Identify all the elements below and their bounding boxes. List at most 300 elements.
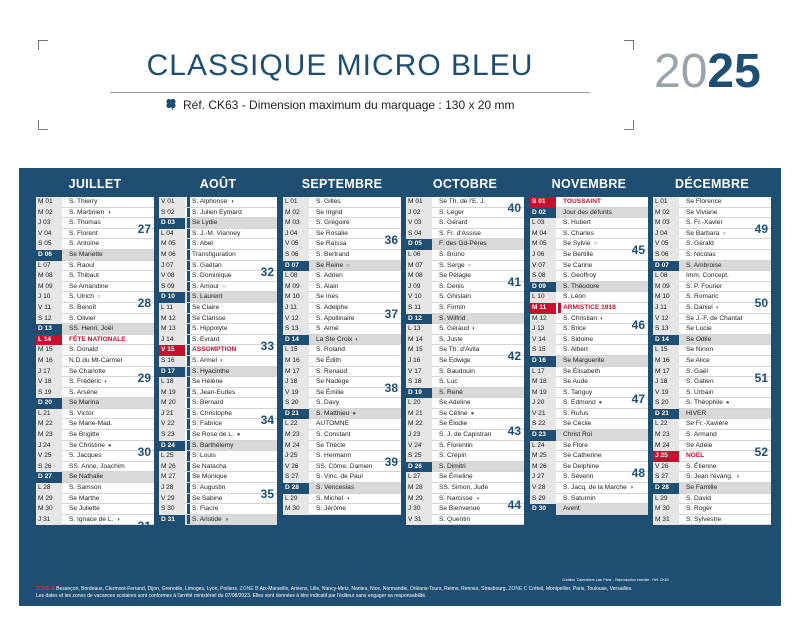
day-date: M 12 — [530, 314, 556, 325]
saint-text: S. Thierry — [69, 198, 98, 205]
saint-name — [439, 504, 480, 515]
day-date: D 10 — [159, 292, 185, 303]
saint-name — [316, 409, 356, 420]
saint-name — [686, 345, 713, 356]
crop-mark-top-right — [624, 40, 634, 50]
saint-name — [316, 345, 345, 356]
saint-text: Se Edwige — [439, 356, 471, 364]
saint-name — [69, 208, 111, 219]
day-date: L 18 — [159, 377, 185, 388]
saint-name — [563, 451, 602, 462]
day-date: L 08 — [283, 271, 309, 282]
month-name: OCTOBRE — [432, 177, 498, 191]
day-list — [530, 197, 648, 515]
saint-text: S. Géraud — [439, 325, 470, 333]
day-row — [653, 271, 771, 282]
day-row — [159, 472, 277, 483]
saint-name — [316, 208, 342, 219]
day-row — [36, 271, 154, 282]
school-holiday-marker — [187, 218, 190, 228]
day-date: M 29 — [406, 494, 432, 505]
day-date: D 16 — [530, 356, 556, 367]
saint-name — [69, 419, 112, 430]
day-row — [406, 271, 524, 282]
crop-mark-top-left — [38, 40, 48, 50]
saint-text: Imm. Concept. — [686, 272, 729, 280]
day-row — [530, 261, 648, 272]
saint-text: Se Florence — [686, 198, 722, 205]
saint-text: Se Christine — [69, 441, 105, 449]
day-row — [530, 303, 648, 314]
saint-name — [439, 229, 481, 240]
saint-name — [563, 398, 602, 409]
saint-name — [439, 388, 463, 399]
saint-name — [563, 356, 604, 367]
month-name: JUILLET — [68, 177, 122, 191]
saint-name — [69, 367, 106, 378]
day-date: J 27 — [530, 472, 556, 483]
saint-text: S. Fiacre — [192, 505, 219, 513]
day-row — [406, 504, 524, 515]
day-row — [653, 472, 771, 483]
day-date: L 10 — [530, 292, 556, 303]
day-date: L 25 — [159, 451, 185, 462]
saint-name — [686, 451, 704, 462]
day-date: J 20 — [530, 398, 556, 409]
crop-mark-bottom-right — [624, 120, 634, 130]
saint-name — [686, 218, 723, 229]
day-date: S 27 — [283, 472, 309, 483]
saint-name — [686, 504, 712, 515]
saint-text: S. Abel — [192, 240, 213, 248]
school-holiday-marker — [187, 239, 190, 249]
saint-text: Se Reine — [316, 261, 344, 269]
day-date: V 26 — [653, 462, 679, 473]
day-row — [159, 419, 277, 430]
day-row — [653, 409, 771, 420]
saint-text: Se Ingrid — [316, 208, 343, 216]
day-date: V 21 — [530, 409, 556, 420]
saint-name — [316, 239, 346, 250]
saint-name — [439, 409, 474, 420]
day-date: V 12 — [653, 314, 679, 325]
day-date: D 14 — [283, 335, 309, 346]
day-row — [653, 462, 771, 473]
day-date: L 01 — [283, 197, 309, 208]
saint-text: S. Firmin — [439, 303, 466, 311]
day-row — [283, 367, 401, 378]
day-list — [159, 197, 277, 525]
saint-name — [439, 356, 471, 367]
day-date: M 24 — [653, 441, 679, 452]
week-number: 31 — [137, 519, 151, 533]
month-2 — [283, 168, 401, 515]
saint-name — [192, 472, 227, 483]
saint-name — [563, 377, 588, 388]
saint-name — [316, 250, 349, 261]
day-row — [283, 388, 401, 399]
week-number: 49 — [754, 222, 768, 237]
day-date: S 25 — [406, 451, 432, 462]
day-date: M 28 — [406, 483, 432, 494]
day-row — [406, 462, 524, 473]
day-date: V 05 — [653, 239, 679, 250]
saint-text: S. Alphonse — [192, 198, 228, 205]
saint-text: S. Apollinaire — [316, 314, 355, 322]
day-date: M 02 — [653, 208, 679, 219]
day-date: M 05 — [159, 239, 185, 250]
saint-name — [686, 398, 730, 409]
saint-name — [686, 229, 726, 240]
day-date: V 07 — [530, 261, 556, 272]
day-date: D 05 — [406, 239, 432, 250]
saint-text: S. Adrien — [316, 272, 343, 280]
saint-text: S. Davy — [316, 399, 340, 407]
school-holiday-marker — [187, 515, 190, 525]
saint-name — [686, 197, 722, 208]
saint-text: S. Fr.-Xavier — [686, 219, 723, 227]
saint-name — [69, 271, 99, 282]
saint-name — [192, 239, 213, 250]
saint-text: Se Émeline — [439, 473, 473, 481]
saint-text: S. Donald — [69, 346, 98, 354]
saint-text: S. Roger — [686, 505, 713, 513]
school-holiday-marker — [187, 345, 190, 355]
saint-text: Se Amandine — [69, 282, 109, 290]
saint-text: S. J. de Capistran — [439, 431, 492, 439]
day-row — [159, 250, 277, 261]
day-row — [36, 504, 154, 515]
day-row — [406, 218, 524, 229]
day-row — [530, 451, 648, 462]
day-date: M 16 — [36, 356, 62, 367]
saint-text: AUTOMNE — [316, 420, 349, 428]
day-date: M 27 — [159, 472, 185, 483]
saint-name — [316, 335, 359, 346]
school-holiday-marker — [187, 504, 190, 514]
day-date: J 30 — [406, 504, 432, 515]
saint-name — [563, 419, 591, 430]
saint-text: S. Adelphe — [316, 303, 348, 311]
day-date: S 18 — [406, 377, 432, 388]
saint-name — [316, 504, 346, 515]
day-row — [653, 314, 771, 325]
saint-name — [563, 409, 588, 420]
saint-text: Se Inès — [316, 293, 339, 301]
day-date: S 29 — [530, 494, 556, 505]
day-row — [36, 282, 154, 293]
day-date: M 09 — [36, 282, 62, 293]
day-date: M 14 — [406, 335, 432, 346]
day-date: S 06 — [283, 250, 309, 261]
day-row — [36, 367, 154, 378]
day-row — [36, 197, 154, 208]
saint-text: Se Sylvie — [563, 240, 591, 248]
day-row — [283, 282, 401, 293]
day-date: M 19 — [530, 388, 556, 399]
day-date: D 19 — [406, 388, 432, 399]
day-row — [36, 335, 154, 346]
saint-name — [192, 197, 234, 208]
school-holiday-marker — [187, 282, 190, 292]
day-date: V 04 — [36, 229, 62, 240]
day-row — [653, 504, 771, 515]
saint-name — [192, 250, 236, 261]
day-row — [530, 239, 648, 250]
saint-name — [439, 419, 467, 430]
day-row — [653, 430, 771, 441]
day-row — [159, 494, 277, 505]
day-row — [406, 472, 524, 483]
saint-name — [69, 494, 99, 505]
week-number: 32 — [260, 264, 274, 279]
saint-name — [686, 388, 714, 399]
saint-name — [192, 441, 233, 452]
saint-text: S. Quentin — [439, 515, 471, 523]
school-holiday-marker — [187, 441, 190, 451]
saint-name — [69, 356, 122, 367]
saint-name — [69, 462, 125, 473]
day-row — [530, 494, 648, 505]
saint-name — [192, 303, 219, 314]
saint-text: S. René — [439, 388, 463, 396]
day-row — [530, 367, 648, 378]
saint-text: Se Fr.-Xavière — [686, 420, 729, 428]
day-row — [159, 239, 277, 250]
saint-name — [686, 515, 721, 526]
moon-phase-icon: ● — [725, 400, 730, 407]
school-holiday-marker — [187, 261, 190, 271]
saint-name — [563, 472, 593, 483]
day-list — [406, 197, 524, 525]
saint-text: Se J.-F. de Chantal — [686, 314, 743, 322]
saint-name — [686, 282, 722, 293]
moon-phase-icon: ○ — [467, 262, 472, 269]
saint-text: SS. Henri, Joël — [69, 325, 113, 333]
saint-text: S. Charles — [563, 229, 594, 237]
day-date: S 19 — [36, 388, 62, 399]
day-row — [36, 229, 154, 240]
saint-name — [192, 419, 222, 430]
saint-text: S. Gatien — [686, 378, 714, 386]
day-row — [283, 483, 401, 494]
saint-name — [316, 419, 349, 430]
saint-text: S. Jacques — [69, 452, 102, 460]
saint-name — [439, 324, 476, 335]
week-number: 45 — [631, 243, 645, 258]
saint-text: S. P. Fourier — [686, 282, 723, 290]
saint-name — [563, 218, 591, 229]
saint-name — [316, 430, 350, 441]
saint-name — [192, 504, 218, 515]
saint-text: S. Thomas — [69, 219, 101, 227]
saint-text: S. Evrard — [192, 335, 220, 343]
day-row — [406, 208, 524, 219]
saint-text: Se Élodie — [439, 420, 468, 428]
day-row — [653, 367, 771, 378]
day-date: V 31 — [406, 515, 432, 526]
saint-name — [563, 441, 588, 452]
day-date: V 11 — [36, 303, 62, 314]
school-holiday-marker — [187, 303, 190, 313]
saint-name — [316, 451, 351, 462]
saint-name — [316, 398, 339, 409]
saint-name — [439, 345, 479, 356]
saint-text: SS. Simon, Jude — [439, 484, 489, 492]
saint-text: S. Jérôme — [316, 505, 347, 513]
saint-text: Se Alice — [686, 356, 710, 364]
day-row — [36, 292, 154, 303]
school-holiday-marker — [187, 197, 190, 207]
saint-name — [192, 356, 224, 367]
saint-name — [686, 472, 739, 483]
day-row — [159, 314, 277, 325]
school-holiday-marker — [187, 472, 190, 482]
saint-name — [69, 409, 94, 420]
saint-text: S. Martinien — [69, 208, 105, 216]
saint-name — [192, 483, 225, 494]
saint-name — [686, 239, 714, 250]
day-date: M 10 — [653, 292, 679, 303]
saint-name — [69, 292, 101, 303]
saint-text: S. Grégoire — [316, 219, 350, 227]
day-date: M 25 — [530, 451, 556, 462]
saint-text: Se Nadège — [316, 378, 349, 386]
day-date: M 03 — [653, 218, 679, 229]
saint-text: S. Gaël — [686, 367, 708, 375]
saint-text: S. Victor — [69, 409, 94, 417]
day-row — [406, 250, 524, 261]
day-date: M 21 — [406, 409, 432, 420]
saint-name — [69, 451, 102, 462]
saint-name — [316, 441, 346, 452]
moon-phase-icon: ○ — [222, 283, 226, 290]
day-date: V 05 — [283, 239, 309, 250]
day-row — [406, 197, 524, 208]
moon-phase-icon: ◑ — [735, 474, 740, 481]
day-date: M 15 — [36, 345, 62, 356]
saint-name — [316, 494, 350, 505]
day-date: J 21 — [159, 409, 185, 420]
school-holiday-marker — [187, 409, 190, 419]
saint-text: S. Christophe — [192, 409, 232, 417]
saint-name — [69, 504, 100, 515]
school-holiday-marker — [187, 367, 190, 377]
saint-text: S. Ignace de L. — [69, 515, 114, 523]
saint-text: La Ste Croix — [316, 335, 353, 343]
moon-phase-icon: ● — [107, 442, 112, 449]
saint-name — [316, 388, 344, 399]
zone-b-label: ZONE B — [239, 586, 259, 592]
day-row — [159, 208, 277, 219]
saint-text: Se Brigitte — [69, 431, 100, 439]
saint-name — [316, 367, 347, 378]
day-row — [653, 515, 771, 526]
day-date: S 20 — [653, 398, 679, 409]
day-row — [530, 388, 648, 399]
saint-name — [316, 282, 338, 293]
day-date: V 25 — [36, 451, 62, 462]
saint-name — [686, 314, 742, 325]
saint-name — [316, 314, 355, 325]
day-row — [653, 335, 771, 346]
day-date: J 25 — [283, 451, 309, 462]
day-date: M 09 — [653, 282, 679, 293]
saint-name — [439, 398, 471, 409]
saint-text: S. Léger — [439, 208, 464, 216]
saint-text: S. Tanguy — [563, 388, 593, 396]
day-row — [406, 388, 524, 399]
day-date: M 18 — [530, 377, 556, 388]
saint-name — [69, 324, 113, 335]
saint-text: S. Dimitri — [439, 462, 466, 470]
saint-name — [563, 504, 580, 515]
moon-phase-icon: ○ — [96, 294, 101, 301]
saint-name — [563, 197, 601, 208]
day-date: V 15 — [159, 345, 185, 356]
saint-text: Se Lucie — [686, 325, 712, 333]
saint-text: Se Delphine — [563, 462, 599, 470]
saint-name — [69, 218, 101, 229]
day-row — [653, 239, 771, 250]
day-date: J 04 — [283, 229, 309, 240]
saint-text: Se Juliette — [69, 505, 100, 513]
day-row — [653, 324, 771, 335]
saint-text: F. des Gd-Pères — [439, 240, 487, 248]
reference-text: Réf. CK63 - Dimension maximum du marquage : 130 x 20 mm — [183, 98, 515, 112]
week-number: 42 — [507, 349, 521, 364]
saint-name — [192, 377, 223, 388]
day-row — [36, 208, 154, 219]
saint-text: NOËL — [686, 452, 705, 460]
day-row — [36, 441, 154, 452]
saint-name — [439, 462, 466, 473]
day-row — [406, 483, 524, 494]
saint-text: S. Benoît — [69, 303, 97, 311]
saint-text: S. Geoffroy — [563, 272, 597, 280]
school-holiday-marker — [187, 494, 190, 504]
saint-name — [69, 441, 112, 452]
day-date: M 16 — [283, 356, 309, 367]
saint-text: S. Aristide — [192, 515, 222, 523]
day-date: J 11 — [653, 303, 679, 314]
saint-text: S. Romaric — [686, 293, 719, 301]
moon-phase-icon: ◑ — [107, 209, 111, 216]
day-date: S 13 — [653, 324, 679, 335]
saint-name — [69, 430, 99, 441]
day-date: S 11 — [406, 303, 432, 314]
day-date: L 11 — [159, 303, 185, 314]
day-date: J 04 — [653, 229, 679, 240]
zone-c-label: ZONE C — [508, 586, 528, 592]
year-prefix: 20 — [654, 45, 708, 98]
footer-note: Les dates et les zones de vacances scolaires sont conformes à l'arrêté ministériel du 07/08/2023. Elles sont données à titre indicatif par l'éditeur sans engager sa responsabilité. — [36, 593, 427, 599]
saint-text: S. Thibaut — [69, 272, 99, 280]
day-row — [653, 377, 771, 388]
saint-text: S. Urbain — [686, 388, 714, 396]
moon-phase-icon: ◑ — [475, 495, 480, 502]
saint-text: S. Baudouin — [439, 367, 475, 375]
saint-name — [69, 515, 120, 526]
moon-phase-icon: ● — [352, 410, 356, 417]
day-row — [36, 250, 154, 261]
day-row — [283, 218, 401, 229]
saint-text: Se Sabine — [192, 494, 223, 502]
day-row — [653, 208, 771, 219]
calendar-title: CLASSIQUE MICRO BLEU — [146, 49, 534, 82]
saint-text: S. Hyacinthe — [192, 367, 230, 375]
saint-name — [192, 218, 217, 229]
